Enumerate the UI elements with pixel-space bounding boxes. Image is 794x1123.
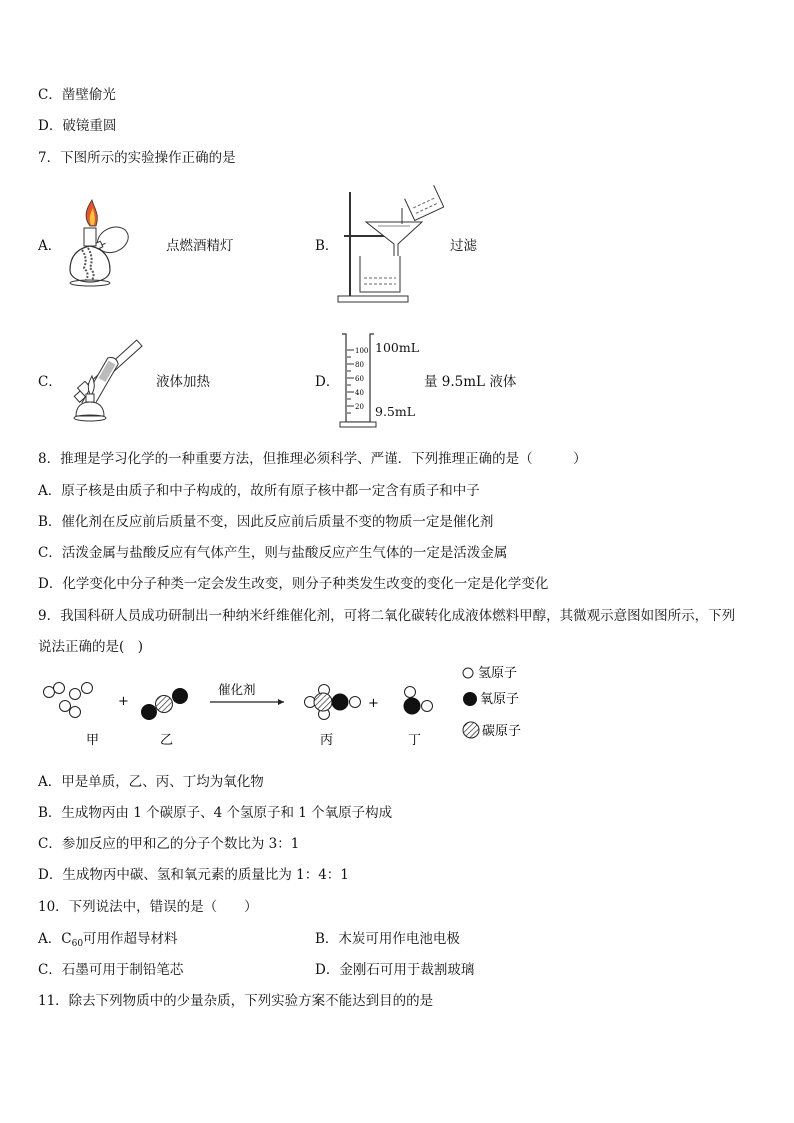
cylinder-scale-20: 20	[355, 403, 364, 411]
legend-oxygen: 氧原子	[480, 692, 520, 707]
q7-option-d-caption: 量 9.5mL 液体	[424, 374, 517, 390]
label-jia: 甲	[86, 733, 100, 748]
q9-option-c: C．参加反应的甲和乙的分子个数比为 3：1	[38, 836, 300, 852]
graduated-cylinder-figure	[338, 330, 378, 430]
q10-option-a-rest: 可用作超导材料	[83, 931, 178, 947]
cylinder-scale-80: 80	[355, 361, 364, 369]
cylinder-scale-60: 60	[355, 375, 364, 383]
legend-carbon: 碳原子	[482, 724, 522, 739]
q9-stem-line2: 说法正确的是( )	[38, 639, 144, 655]
cylinder-capacity-label: 100mL	[375, 340, 420, 355]
q7-option-b-letter: B．	[315, 238, 339, 254]
q8-stem: 8．推理是学习化学的一种重要方法，但推理必须科学、严谨．下列推理正确的是（ ）	[38, 451, 587, 467]
q7-option-a-letter: A．	[38, 238, 62, 254]
alcohol-lamp-lighting-figure	[60, 198, 140, 290]
q7-stem: 7．下图所示的实验操作正确的是	[38, 150, 236, 166]
q9-option-b: B．生成物丙由 1 个碳原子、4 个氢原子和 1 个氧原子构成	[38, 805, 393, 821]
q11-stem: 11．除去下列物质中的少量杂质，下列实验方案不能达到目的的是	[38, 993, 434, 1009]
q6-option-c: C．凿壁偷光	[38, 87, 116, 103]
reaction-micro-diagram	[38, 660, 538, 752]
q10-option-b: B．木炭可用作电池电极	[315, 931, 460, 947]
cylinder-scale-40: 40	[355, 389, 364, 397]
q9-option-d: D．生成物丙中碳、氢和氧元素的质量比为 1：4：1	[38, 867, 349, 883]
q10-option-c: C．石墨可用于制铅笔芯	[38, 962, 184, 978]
cylinder-volume-label: 9.5mL	[375, 404, 416, 419]
label-yi: 乙	[160, 733, 174, 748]
q7-option-d-letter: D．	[315, 374, 340, 390]
q9-option-a: A．甲是单质，乙、丙、丁均为氧化物	[38, 774, 264, 790]
q8-option-a: A．原子核是由质子和中子构成的，故所有原子核中都一定含有质子和中子	[38, 483, 480, 499]
filtration-figure	[336, 184, 444, 308]
q7-option-c-letter: C．	[38, 374, 62, 390]
q8-option-c: C．活泼金属与盐酸反应有气体产生，则与盐酸反应产生气体的一定是活泼金属	[38, 545, 508, 561]
q10-stem: 10．下列说法中，错误的是（ ）	[38, 899, 258, 915]
q7-option-c-caption: 液体加热	[156, 374, 210, 390]
q6-option-d: D．破镜重圆	[38, 118, 117, 134]
q10-option-d: D．金刚石可用于裁割玻璃	[315, 962, 475, 978]
q7-option-b-caption: 过滤	[450, 238, 477, 254]
plus-sign-2: +	[368, 696, 379, 711]
q10-option-a	[38, 927, 178, 949]
liquid-heating-figure	[62, 330, 154, 428]
q10-option-a-prefix: A．C	[38, 931, 72, 947]
label-ding: 丁	[408, 733, 422, 748]
q8-option-b: B．催化剂在反应前后质量不变，因此反应前后质量不变的物质一定是催化剂	[38, 514, 494, 530]
cylinder-scale-100: 100	[355, 347, 369, 355]
plus-sign-1: +	[118, 694, 129, 709]
q7-option-a-caption: 点燃酒精灯	[166, 238, 234, 254]
label-bing: 丙	[320, 733, 334, 748]
q9-stem-line1: 9．我国科研人员成功研制出一种纳米纤维催化剂，可将二氧化碳转化成液体燃料甲醇，其微观示意图如图所示，下列	[38, 608, 736, 624]
q10-option-a-subscript: 60	[71, 939, 84, 949]
catalyst-label: 催化剂	[218, 682, 256, 697]
legend-hydrogen: 氢原子	[478, 666, 518, 681]
q8-option-d: D．化学变化中分子种类一定会发生改变，则分子种类发生改变的变化一定是化学变化	[38, 576, 549, 592]
